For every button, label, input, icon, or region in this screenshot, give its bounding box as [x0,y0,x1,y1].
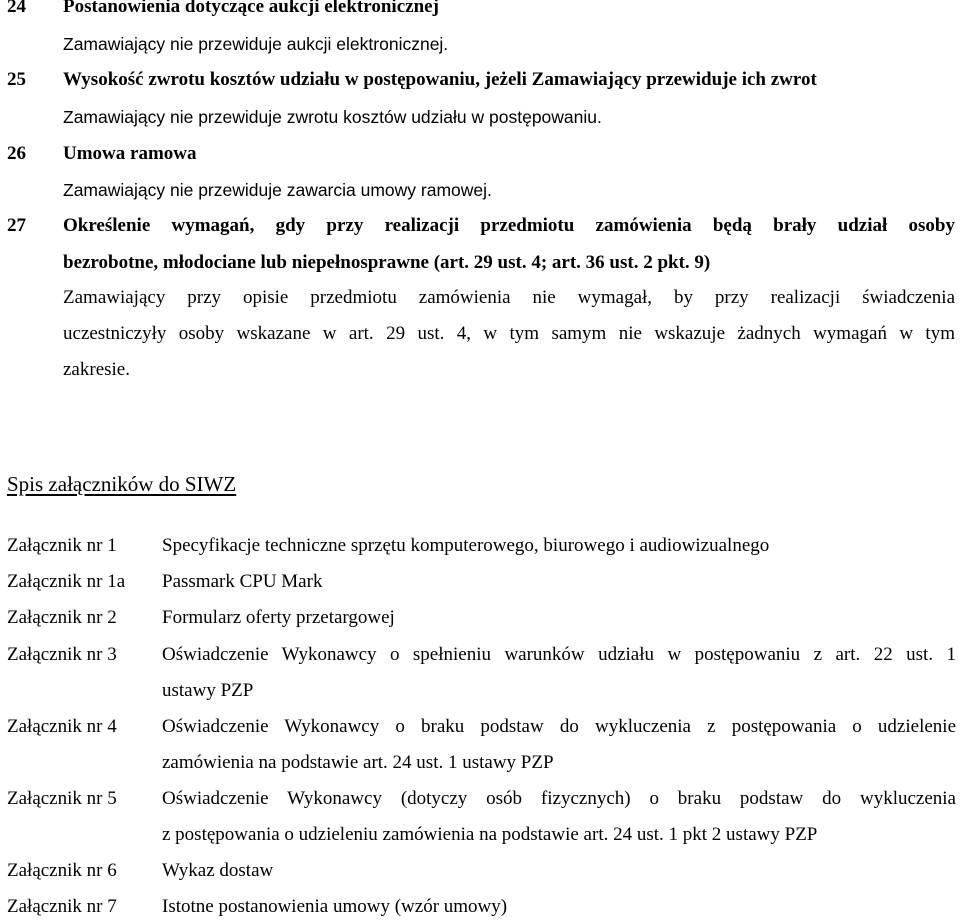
attachment-label: Załącznik nr 3 [7,644,117,665]
section-number: 26 [7,143,26,164]
attachment-label: Załącznik nr 2 [7,607,117,628]
section-title-line: bezrobotne, młodociane lub niepełnosprawne (art. 29 ust. 4; art. 36 ust. 2 pkt. 9) [63,252,711,273]
attachment-description: Specyfikacje techniczne sprzętu komputerowego, biurowego i audiowizualnego [162,535,770,556]
section-title: Umowa ramowa [63,143,197,164]
section-title: Wysokość zwrotu kosztów udziału w postępowaniu, jeżeli Zamawiający przewiduje ich zwrot [63,69,817,90]
section-body: Zamawiający nie przewiduje zawarcia umowy ramowej. [63,180,492,200]
attachment-description: Oświadczenie Wykonawcy o braku podstaw do wykluczenia z postępowania o udzielenie [162,716,956,737]
section-number: 27 [7,215,26,236]
attachment-description-cont: zamówienia na podstawie art. 24 ust. 1 ustawy PZP [162,752,554,773]
attachment-label: Załącznik nr 4 [7,716,117,737]
attachment-label: Załącznik nr 7 [7,896,117,917]
attachment-description: Formularz oferty przetargowej [162,607,395,628]
section-body: Zamawiający nie przewiduje zwrotu kosztów udziału w postępowaniu. [63,107,602,127]
attachment-label: Załącznik nr 5 [7,788,117,809]
attachment-description: Wykaz dostaw [162,860,274,881]
attachment-description: Oświadczenie Wykonawcy (dotyczy osób fizycznych) o braku podstaw do wykluczenia [162,788,956,809]
section-body-line: zakresie. [63,359,130,380]
attachment-description: Istotne postanowienia umowy (wzór umowy) [162,896,508,917]
attachment-description: Passmark CPU Mark [162,571,323,592]
section-body-line: Zamawiający przy opisie przedmiotu zamówienia nie wymagał, by przy realizacji świadczenia [63,287,955,308]
section-title: Postanowienia dotyczące aukcji elektronicznej [63,0,439,17]
attachment-label: Załącznik nr 6 [7,860,117,881]
section-title-line: Określenie wymagań, gdy przy realizacji przedmiotu zamówienia będą brały udział osoby [63,215,955,236]
attachment-description-cont: ustawy PZP [162,680,254,701]
attachment-label: Załącznik nr 1a [7,571,126,592]
section-body: Zamawiający nie przewiduje aukcji elektronicznej. [63,34,449,54]
attachment-description-cont: z postępowania o udzieleniu zamówienia na podstawie art. 24 ust. 1 pkt 2 ustawy PZP [162,824,818,845]
attachments-heading: Spis załączników do SIWZ [7,472,237,496]
section-number: 24 [7,0,26,17]
section-number: 25 [7,69,26,90]
attachment-label: Załącznik nr 1 [7,535,117,556]
section-body-line: uczestniczyły osoby wskazane w art. 29 ust. 4, w tym samym nie wskazuje żadnych wymagań w tym [63,323,955,344]
attachment-description: Oświadczenie Wykonawcy o spełnieniu warunków udziału w postępowaniu z art. 22 ust. 1 [162,644,956,665]
